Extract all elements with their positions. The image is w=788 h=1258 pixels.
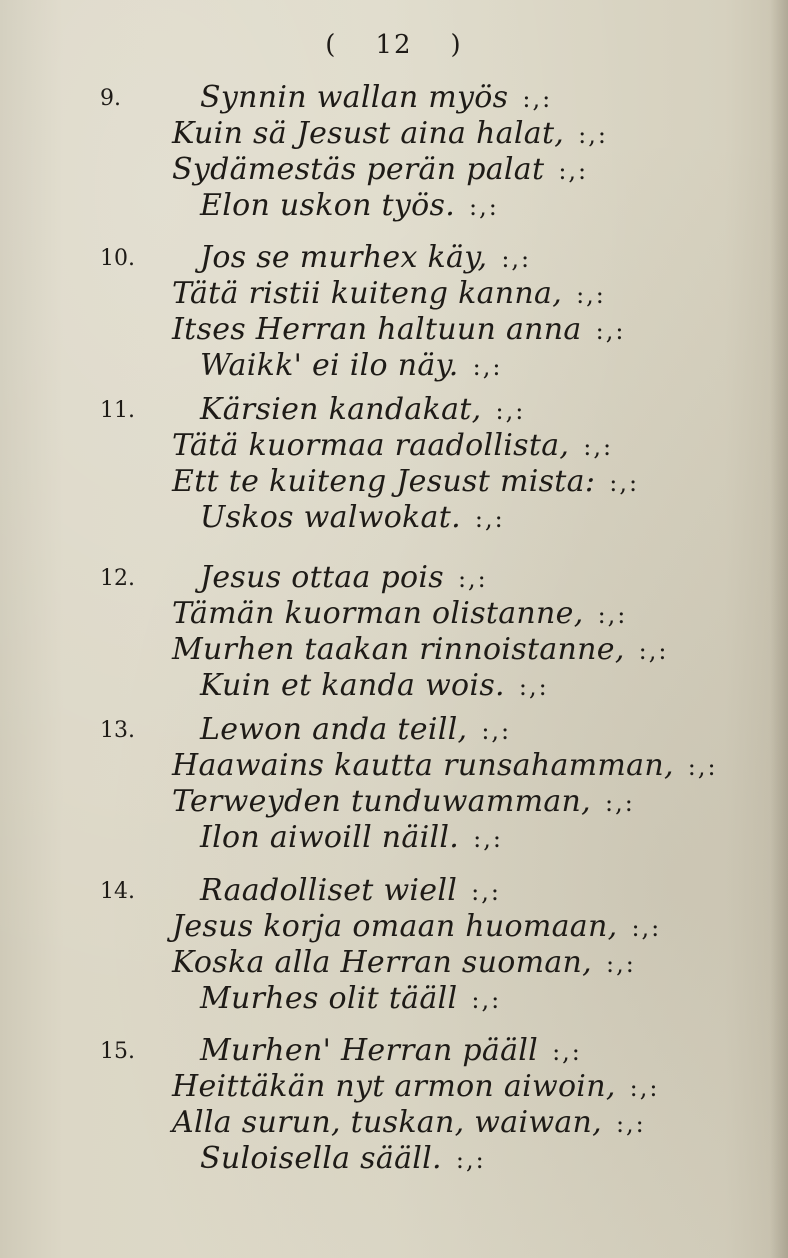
verse-text: Sydämestäs perän palat	[172, 152, 545, 187]
verse-text: Tätä ristii kuiteng kanna,	[172, 276, 563, 311]
verse-line	[200, 392, 525, 429]
repeat-mark: :,:	[469, 193, 499, 221]
verse-line	[172, 596, 627, 633]
verse-text: Kärsien kandakat,	[200, 392, 482, 427]
verse-line	[172, 312, 625, 349]
verse-text: Kuin et kanda wois.	[200, 668, 505, 703]
repeat-mark: :,:	[605, 789, 635, 817]
repeat-mark: :,:	[455, 1146, 486, 1174]
repeat-mark: :,:	[629, 1074, 660, 1102]
verse-text: Jos se murhex käy,	[200, 240, 488, 275]
verse-line	[200, 820, 503, 857]
repeat-mark: :,:	[473, 825, 503, 853]
verse-text: Haawains kautta runsahamman,	[172, 748, 674, 783]
stanza-number: 15.	[100, 1039, 135, 1064]
verse-text: Waikk' ei ilo näy.	[200, 348, 459, 383]
verse-text: Alla surun, tuskan, waiwan,	[172, 1105, 602, 1140]
verse-line	[200, 188, 499, 225]
page-number: 12	[375, 30, 413, 60]
verse-line	[200, 668, 549, 705]
verse-text: Tämän kuorman olistanne,	[172, 596, 584, 631]
verse-line	[200, 500, 505, 537]
verse-text: Suloisella sääll.	[200, 1141, 442, 1176]
verse-text: Synnin wallan myös	[200, 80, 509, 115]
verse-text: Murhen taakan rinnoistanne,	[172, 632, 625, 667]
verse-line	[172, 909, 661, 946]
verse-text: Raadolliset wiell	[200, 873, 458, 908]
repeat-mark: :,:	[615, 1110, 646, 1138]
verse-text: Itses Herran haltuun anna	[172, 312, 582, 347]
verse-line	[200, 1033, 582, 1070]
verse-line	[172, 116, 608, 153]
repeat-mark: :,:	[605, 950, 636, 978]
verse-line	[172, 428, 613, 465]
verse-line	[200, 873, 501, 910]
repeat-mark: :,:	[481, 717, 512, 745]
repeat-mark: :,:	[518, 673, 549, 701]
repeat-mark: :,:	[631, 914, 662, 942]
repeat-mark: :,:	[457, 565, 488, 593]
repeat-mark: :,:	[471, 986, 502, 1014]
verse-line	[200, 240, 531, 277]
verse-line	[172, 1069, 659, 1106]
repeat-mark: :,:	[583, 433, 614, 461]
verse-line	[200, 712, 511, 749]
stanza-number: 12.	[100, 566, 135, 591]
verse-text: Heittäkän nyt armon aiwoin,	[172, 1069, 616, 1104]
verse-text: Ett te kuiteng Jesust mista:	[172, 464, 596, 499]
verse-line	[172, 784, 635, 821]
verse-text: Kuin sä Jesust aina halat,	[172, 116, 565, 151]
verse-text: Jesus ottaa pois	[200, 560, 444, 595]
verse-line	[200, 348, 502, 385]
verse-line	[172, 1105, 646, 1142]
verse-line	[200, 981, 501, 1018]
header-open-paren: (	[325, 30, 338, 60]
repeat-mark: :,:	[597, 601, 628, 629]
repeat-mark: :,:	[495, 397, 526, 425]
stanza-number: 14.	[100, 879, 135, 904]
verse-line	[200, 1141, 486, 1178]
repeat-mark: :,:	[558, 157, 589, 185]
repeat-mark: :,:	[595, 317, 626, 345]
page-header	[0, 30, 788, 60]
stanza-number: 13.	[100, 718, 135, 743]
repeat-mark: :,:	[609, 469, 640, 497]
verse-text: Ilon aiwoill näill.	[200, 820, 460, 855]
verse-line	[172, 945, 636, 982]
verse-line	[200, 80, 552, 117]
repeat-mark: :,:	[501, 245, 532, 273]
stanza-number: 10.	[100, 246, 135, 271]
repeat-mark: :,:	[576, 281, 606, 309]
repeat-mark: :,:	[472, 353, 503, 381]
verse-text: Koska alla Herran suoman,	[172, 945, 592, 980]
verse-text: Murhen' Herran pääll	[200, 1033, 539, 1068]
verse-line	[172, 276, 606, 313]
repeat-mark: :,:	[552, 1038, 582, 1066]
repeat-mark: :,:	[474, 505, 505, 533]
stanza-number: 9.	[100, 86, 121, 111]
verse-text: Lewon anda teill,	[200, 712, 468, 747]
repeat-mark: :,:	[578, 121, 608, 149]
repeat-mark: :,:	[638, 637, 669, 665]
verse-line	[172, 152, 588, 189]
verse-text: Uskos walwokat.	[200, 500, 461, 535]
verse-text: Tätä kuormaa raadollista,	[172, 428, 570, 463]
verse-text: Jesus korja omaan huomaan,	[172, 909, 618, 944]
verse-line	[172, 632, 668, 669]
repeat-mark: :,:	[687, 753, 718, 781]
verse-text: Terweyden tunduwamman,	[172, 784, 591, 819]
verse-line	[200, 560, 488, 597]
page-edge-shadow	[770, 0, 788, 1258]
verse-line	[172, 464, 639, 501]
repeat-mark: :,:	[522, 85, 553, 113]
header-close-paren: )	[450, 30, 463, 60]
repeat-mark: :,:	[471, 878, 501, 906]
verse-text: Elon uskon työs.	[200, 188, 456, 223]
verse-text: Murhes olit tääll	[200, 981, 458, 1016]
stanza-number: 11.	[100, 398, 135, 423]
verse-line	[172, 748, 718, 785]
